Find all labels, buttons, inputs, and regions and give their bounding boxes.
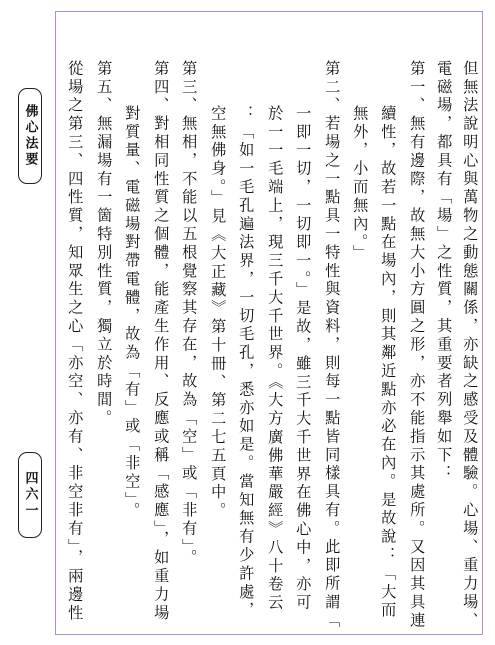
text-column: 無外，小而無內。」 (351, 105, 370, 263)
text-column: 電磁場，都具有「場」之性質，其重要者列舉如下： (435, 60, 454, 484)
text-column: 於一一毛端上，現三千大千世界。《大方廣佛華嚴經》八十卷云 (266, 105, 285, 613)
text-column: 續性，故若一點在場內，則其鄰近點亦必在內。是故說：「大而 (379, 105, 398, 621)
text-column: 空無佛身。」見《大正藏》第十冊、第二七五頁中。 (209, 105, 228, 521)
page-number-tab (18, 452, 42, 538)
text-column: 一即一切，一切即一。」是故，雖三千大千世界在佛心中，亦可 (294, 105, 313, 613)
text-column: 第四、對相同性質之個體，能產生作用、反應或稱「感應」，如重力場 (152, 60, 171, 623)
book-title-tab (18, 88, 42, 184)
text-column: 但無法說明心與萬物之動態關係，亦缺之感受及體驗。心場、重力場、 (461, 60, 480, 631)
page-number: 四六一 (22, 471, 38, 519)
text-column: 第三、無相，不能以五根覺察其存在，故為「空」或「非有」。 (180, 60, 199, 568)
text-column: 從場之第三、四性質，知眾生之心「亦空、亦有、非空非有」，兩邊性 (66, 60, 85, 623)
text-column: 第五、無漏場有一箇特別性質，獨立於時間。 (95, 60, 114, 428)
book-title: 佛心法要 (22, 104, 38, 168)
text-column: 第一、無有邊際，故無大小方圓之形，亦不能指示其處所。又因其具連 (408, 60, 427, 631)
text-column: 對質量、電磁場對帶電體，故為「有」或「非空」。 (123, 105, 142, 521)
text-column: ：「如一毛孔遍法界，一切毛孔，悉亦如是。當知無有少許處， (237, 105, 256, 621)
text-column: 第二、若場之一點具一特性與資料，則每一點皆同樣具有。此即所謂「 (323, 60, 342, 631)
